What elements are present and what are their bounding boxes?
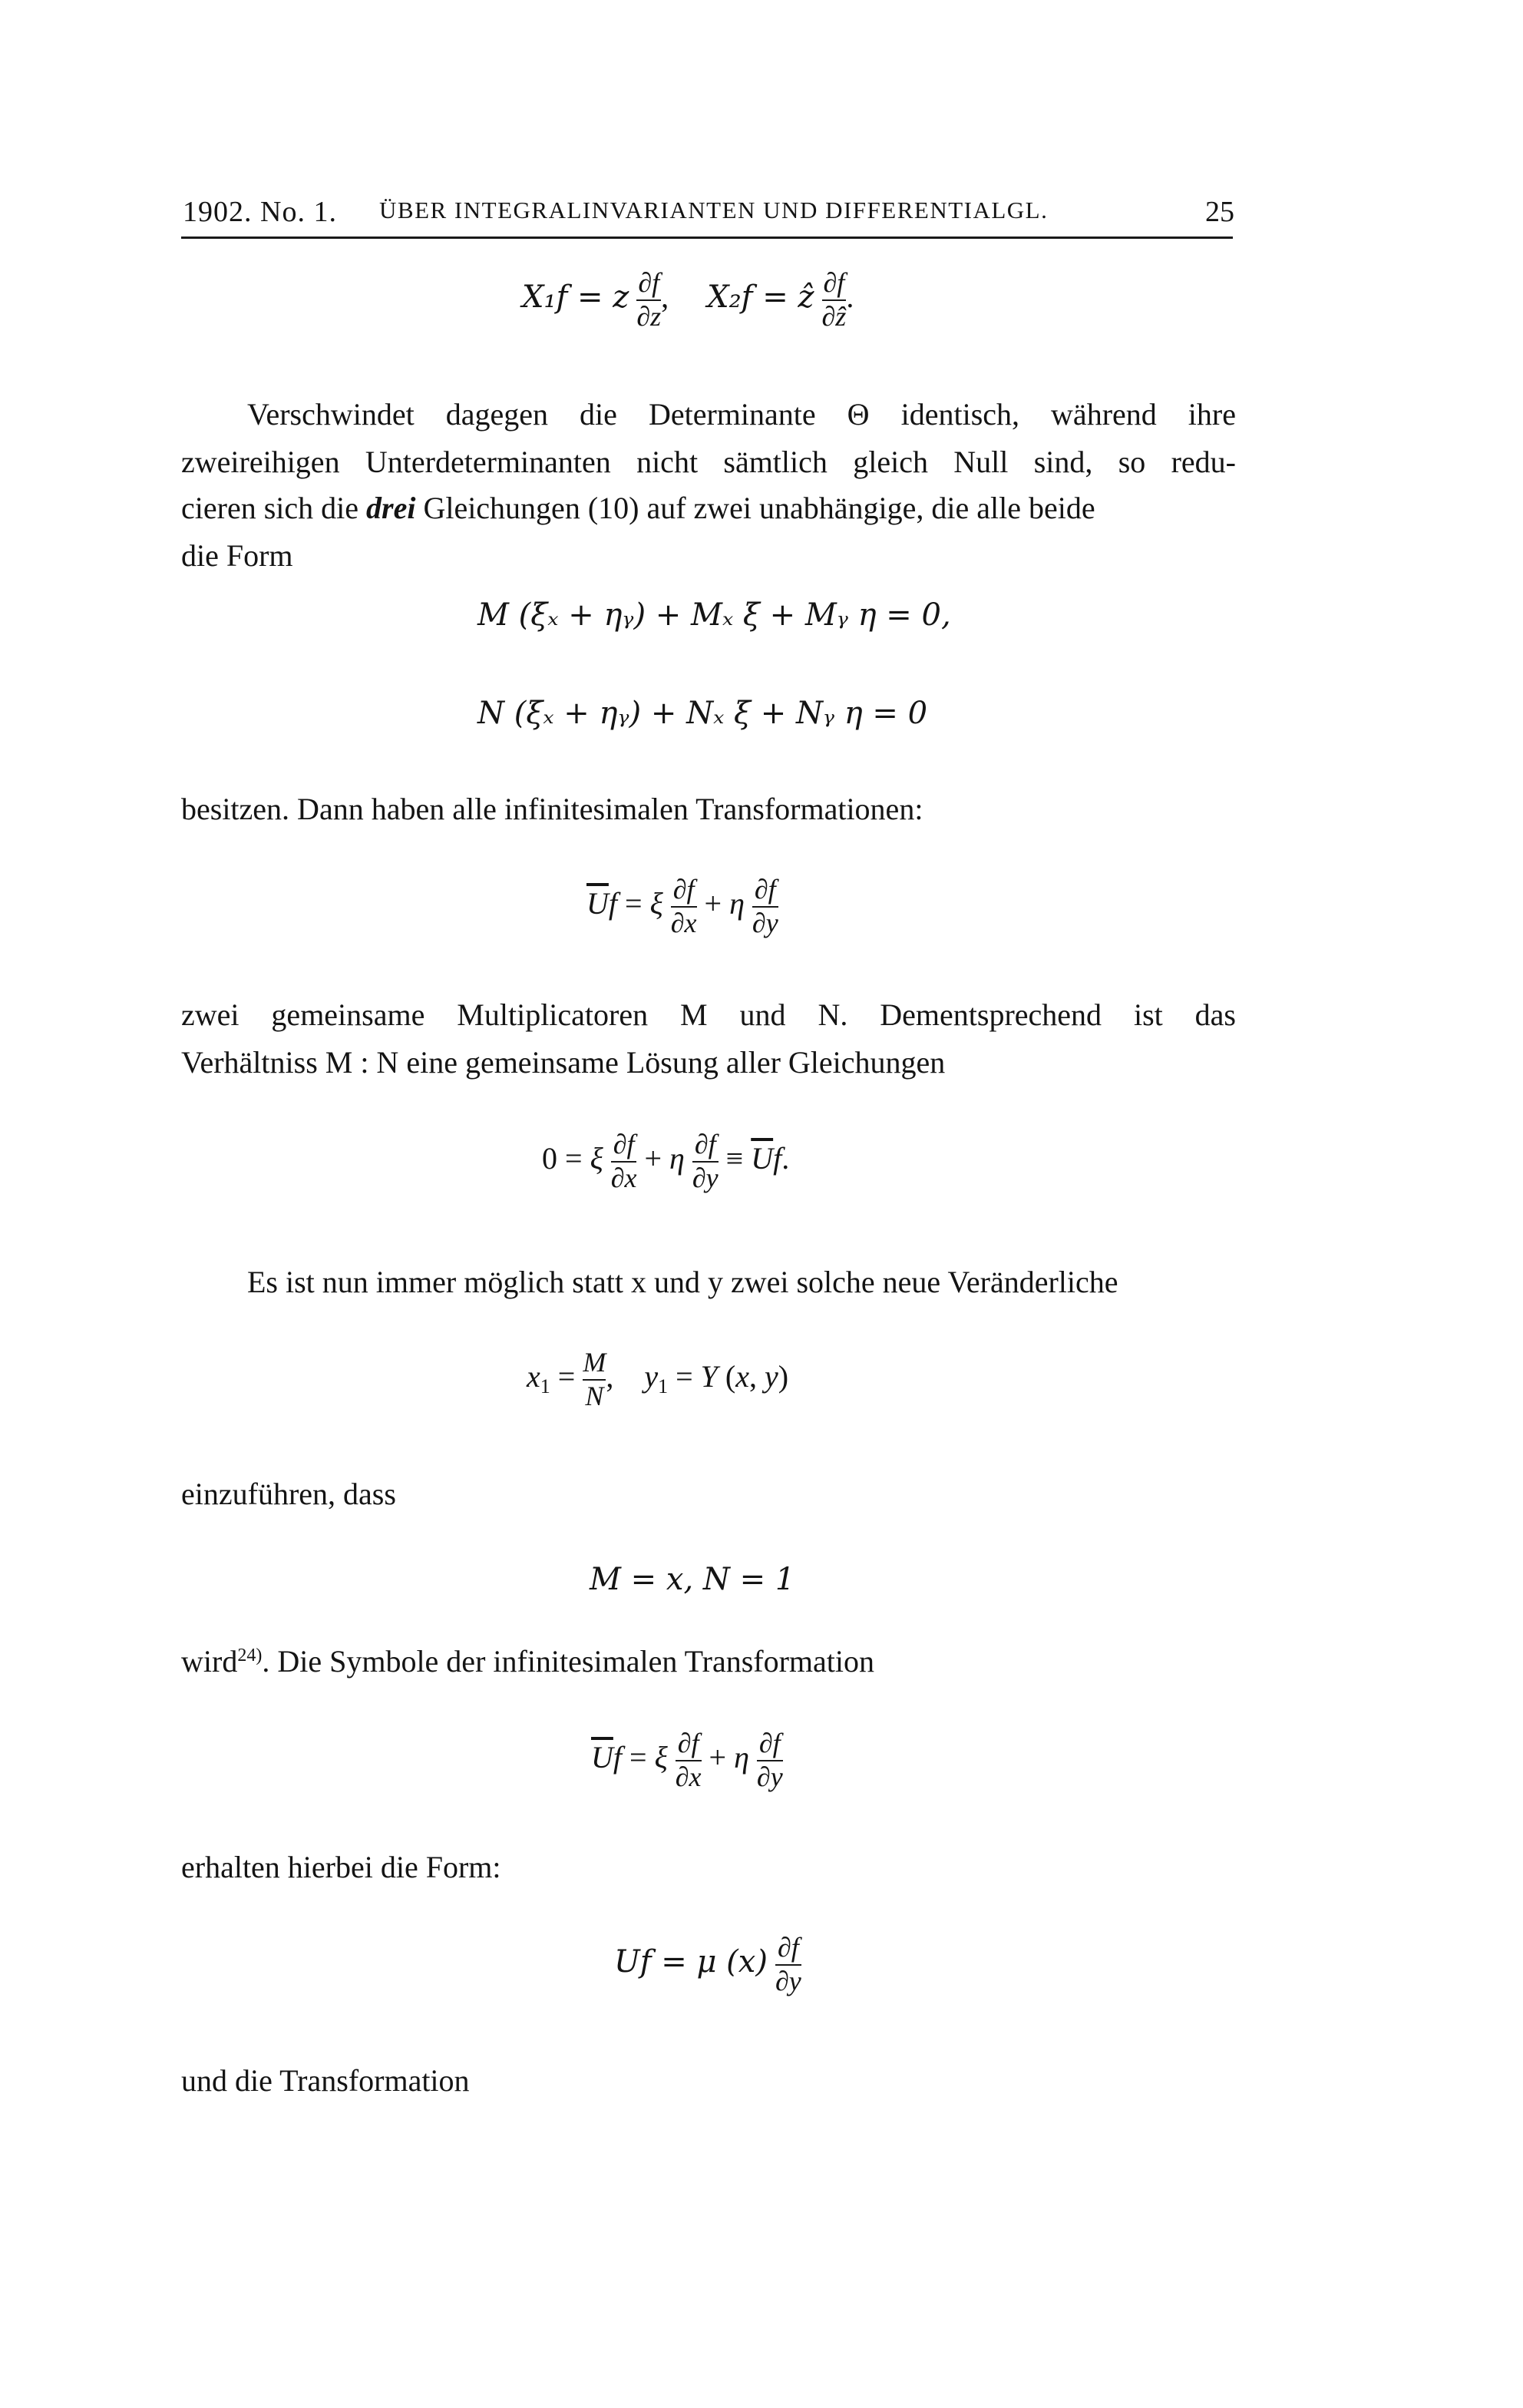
para1-line4: die Form	[181, 538, 293, 573]
header-left: 1902. No. 1.	[183, 196, 337, 228]
page-number: 25	[1205, 196, 1234, 228]
formula-x1f-x2f: X₁f = z $\frac{\partial f}{\partial z}$ , X₂f = ẑ $\frac{\partial f}{\text{∂ẑ}}$ .	[522, 267, 854, 332]
uf-symbol-2: $\overline{U}$	[751, 1140, 774, 1176]
formula-m-equation: M (ξₓ + ηᵧ) + Mₓ ξ + Mᵧ η = 0,	[477, 597, 951, 633]
text-erhalten: erhalten hierbei die Form:	[181, 1850, 501, 1884]
header-rule	[181, 237, 1233, 239]
fraction-df-dz: $\frac{\partial f}{\partial z}$	[636, 267, 662, 332]
formula-m-x-n-1: M = x, N = 1	[590, 1562, 795, 1597]
fraction-df-dy-4: $\frac{\partial f}{\partial y}$	[775, 1932, 801, 1996]
text-wird-line	[181, 1646, 1236, 1677]
para3-line1: Es ist nun immer möglich statt x und y zwei solche neue Veränderliche	[247, 1265, 1118, 1299]
fraction-df-dx-1: $\frac{\partial f}{\partial x}$	[670, 874, 697, 938]
formula-x1-y1: $x_1$ = $\frac{M}{N}$ , $y_1 = Y$ (x, y)	[527, 1347, 789, 1411]
header-title: ÜBER INTEGRALINVARIANTEN UND DIFFERENTIALGL.	[379, 197, 1049, 223]
para1-line3-a: cieren sich die	[181, 491, 366, 525]
fraction-df-dx-3: $\frac{\partial f}{\partial x}$	[675, 1728, 702, 1792]
formula-zero-eq: 0 = ξ $\frac{\partial f}{\partial x}$ + η $\frac{\partial f}{\partial y}$ ≡ $\overline{U}f$.	[542, 1129, 790, 1193]
uf-symbol-3: $\overline{U}$	[591, 1739, 613, 1775]
fraction-m-n: $\frac{M}{N}$	[583, 1347, 606, 1411]
text-und: und die Transformation	[181, 2063, 470, 2098]
text-wird: wird	[181, 1644, 238, 1679]
formula-n-equation: N (ξₓ + ηᵧ) + Nₓ ξ + Nᵧ η = 0	[477, 696, 928, 731]
formula-uf-1: $\overline{U}f = \xi$ $\frac{\partial f}{\partial x}$ + η $\frac{\partial f}{\partial y}$	[586, 874, 778, 938]
para1-line2: zweireihigen Unterdeterminanten nicht sämtlich gleich Null sind, so redu-	[181, 445, 1236, 479]
para2-line1: zwei gemeinsame Multiplicatoren M und N. Dementsprechend ist das	[181, 997, 1236, 1032]
para1-line1: Verschwindet dagegen die Determinante Θ identisch, während ihre	[247, 397, 1236, 432]
formula-uf-mu	[614, 1933, 801, 1996]
text-einzufuehren: einzuführen, dass	[181, 1477, 396, 1511]
formula-x2f-lhs: X₂f = ẑ	[707, 279, 814, 315]
text-besitzen: besitzen. Dann haben alle infinitesimalen Transformationen:	[181, 792, 923, 826]
fraction-df-dy-3: $\frac{\partial f}{\partial y}$	[756, 1728, 783, 1792]
text-wird-rest: . Die Symbole der infinitesimalen Transformation	[262, 1644, 875, 1679]
fraction-df-dy-1: $\frac{\partial f}{\partial y}$	[752, 874, 778, 938]
fraction-df-dz2: $\frac{\partial f}{\text{∂ẑ}}$	[821, 267, 847, 332]
para2-line2: Verhältniss M : N eine gemeinsame Lösung aller Gleichungen	[181, 1045, 946, 1080]
para1-line3-b: Gleichungen (10) auf zwei unabhängige, die alle beide	[415, 491, 1095, 525]
fraction-df-dy-2: $\frac{\partial f}{\partial y}$	[692, 1129, 719, 1193]
formula-uf-2: $\overline{U}f = \xi$ $\frac{\partial f}{\partial x}$ + η $\frac{\partial f}{\partial y}$	[591, 1728, 783, 1792]
formula-uf-mu-lhs: Uf = μ (x)	[614, 1943, 768, 1980]
para1-line3-emph: drei	[366, 491, 416, 525]
footnote-ref-24: 24)	[237, 1646, 263, 1665]
uf-symbol-1: $\overline{U}$	[586, 885, 609, 921]
fraction-df-dx-2: $\frac{\partial f}{\partial x}$	[610, 1129, 637, 1193]
para1-line3	[181, 493, 1236, 524]
formula-x1f-lhs: X₁f = z	[522, 279, 629, 315]
